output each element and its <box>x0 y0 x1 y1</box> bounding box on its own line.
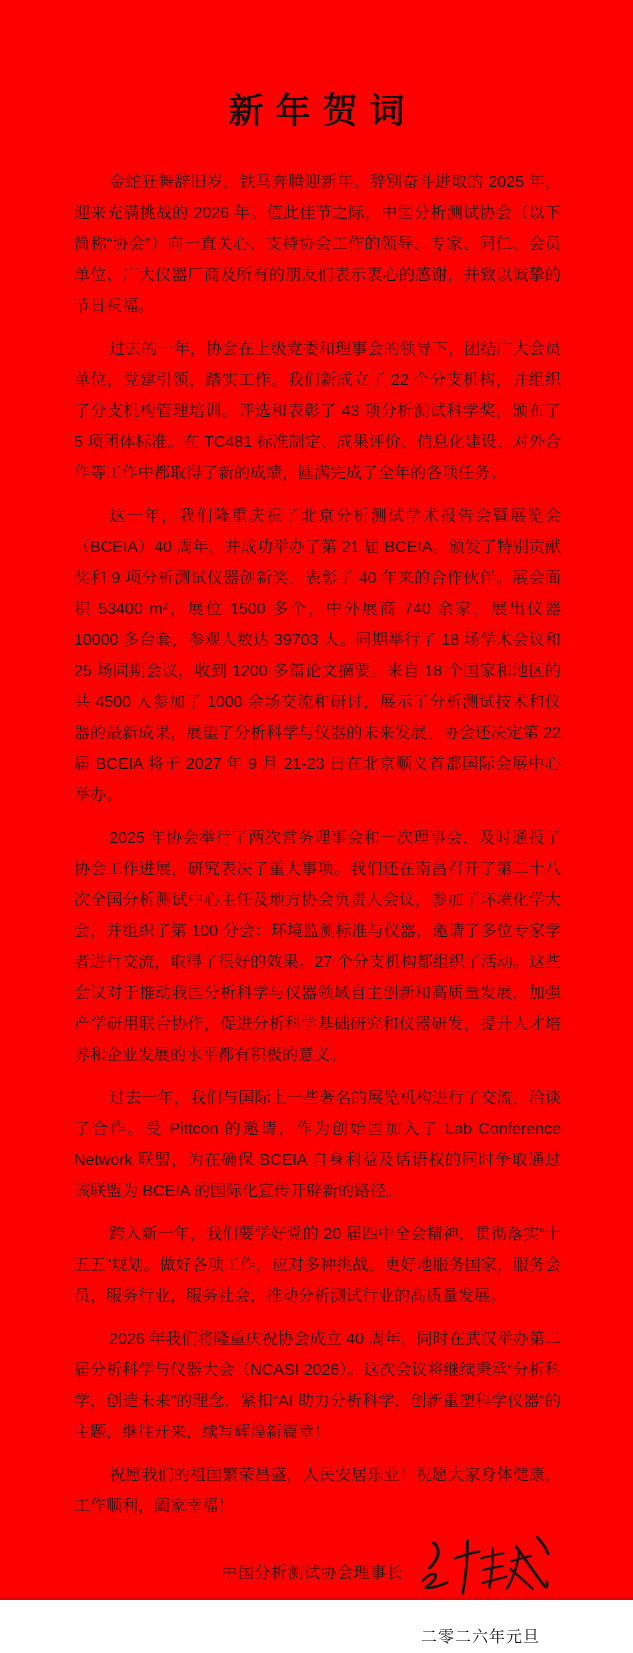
letter-paragraph-7: 2026 年我们将隆重庆祝协会成立 40 周年，同时在武汉举办第二届分析科学与仪器大会（NCASI 2026）。这次会议将继续秉承“分析科学，创造未来”的理念，紧扣“AI 助力分析科学，创新重塑科学仪器”的主题，继往开来，续写辉煌新篇章！ <box>74 1331 561 1441</box>
letter-paragraph-6: 跨入新一年，我们要学好党的 20 届四中全会精神，贯彻落实“十五五”规划。做好各项工作，应对多种挑战。更好地服务国家，服务会员，服务行业，服务社会，推动分析测试行业的高质量发展。 <box>74 1226 561 1305</box>
letter-body <box>0 134 633 1653</box>
letter-paragraph-2: 过去的一年，协会在上级党委和理事会的领导下，团结广大会员单位，党建引领，踏实工作。我们新成立了 22 个分支机构，并组织了分支机构管理培训。评选和表彰了 43 项分析测试科学奖，颁布了 5 项团体标准。在 TC481 标准制定、成果评价、信息化建设、对外合作等工作中都取得了新的成绩，圆满完成了全年的各项任务。 <box>74 341 561 482</box>
letter-paragraph-3: 这一年，我们隆重庆祝了北京分析测试学术报告会暨展览会（BCEIA）40 周年，并成功举办了第 21 届 BCEIA。颁发了特别贡献奖和 9 项分析测试仪器创新奖，表彰了 40 年来的合作伙伴。展会面积 53400 m²，展位 1500 多个，中外展商 740 余家，展出仪器 10000 多台套，参观人数达 39703 人。同期举行了 18 场学术会议和 25 场同期会议，收到 1200 多篇论文摘要。来自 18 个国家和地区的共 4500 人参加了 1000 余场交流和研讨，展示了分析测试技术和仪器的最新成果，展望了分析科学与仪器的未来发展。协会还决定第 22 届 BCEIA 将于 2027 年 9 月 21-23 日在北京顺义首都国际会展中心举办。 <box>74 508 561 804</box>
letter-paragraph-8: 祝愿我们的祖国繁荣昌盛，人民安居乐业！祝愿大家身体健康，工作顺利，阖家幸福！ <box>74 1467 561 1515</box>
letter-paragraph-1: 金蛇狂舞辞旧岁，铁马奔腾迎新年。辞别奋斗进取的 2025 年，迎来充满挑战的 2026 年。值此佳节之际，中国分析测试协会（以下简称“协会”）向一直关心、支持协会工作的领导、专家、同仁、会员单位、广大仪器厂商及所有的朋友们表示衷心的感谢，并致以诚挚的节日祝福。 <box>74 174 561 315</box>
signature-date-row <box>74 1622 561 1653</box>
page-title: 新年贺词 <box>228 91 417 132</box>
signature-role: 中国分析测试协会理事长 <box>221 1564 403 1582</box>
page-bottom-edge <box>0 1597 633 1600</box>
letter-paragraph-4: 2025 年协会举行了两次常务理事会和一次理事会，及时通报了协会工作进展，研究表决了重大事项。我们还在南昌召开了第二十八次全国分析测试中心主任及地方协会负责人会议，参加了环境化学大会，并组织了第 100 分会：环境监测标准与仪器，邀请了多位专家学者进行交流，取得了很好的效果。27 个分支机构都组织了活动。这些会议对于推动我国分析科学与仪器领域自主创新和高质量发展，加强产学研用联合协作，促进分析科学基础研究和仪器研发，提升人才培养和企业发展的水平都有积极的意义。 <box>74 830 561 1064</box>
signature-date: 二零二六年元旦 <box>420 1629 540 1646</box>
signature-handwriting-icon <box>417 1532 553 1602</box>
letter-paragraph-5: 过去一年，我们与国际上一些著名的展览机构进行了交流，洽谈了合作。受 Pittcon 的邀请，作为创始国加入了 Lab Conference Network 联盟，为在确保 BCEIA 自身利益及话语权的同时争取通过该联盟为 BCEIA 的国际化宣传开辟新的路径。 <box>74 1090 561 1200</box>
signature-handwriting <box>417 1532 553 1602</box>
